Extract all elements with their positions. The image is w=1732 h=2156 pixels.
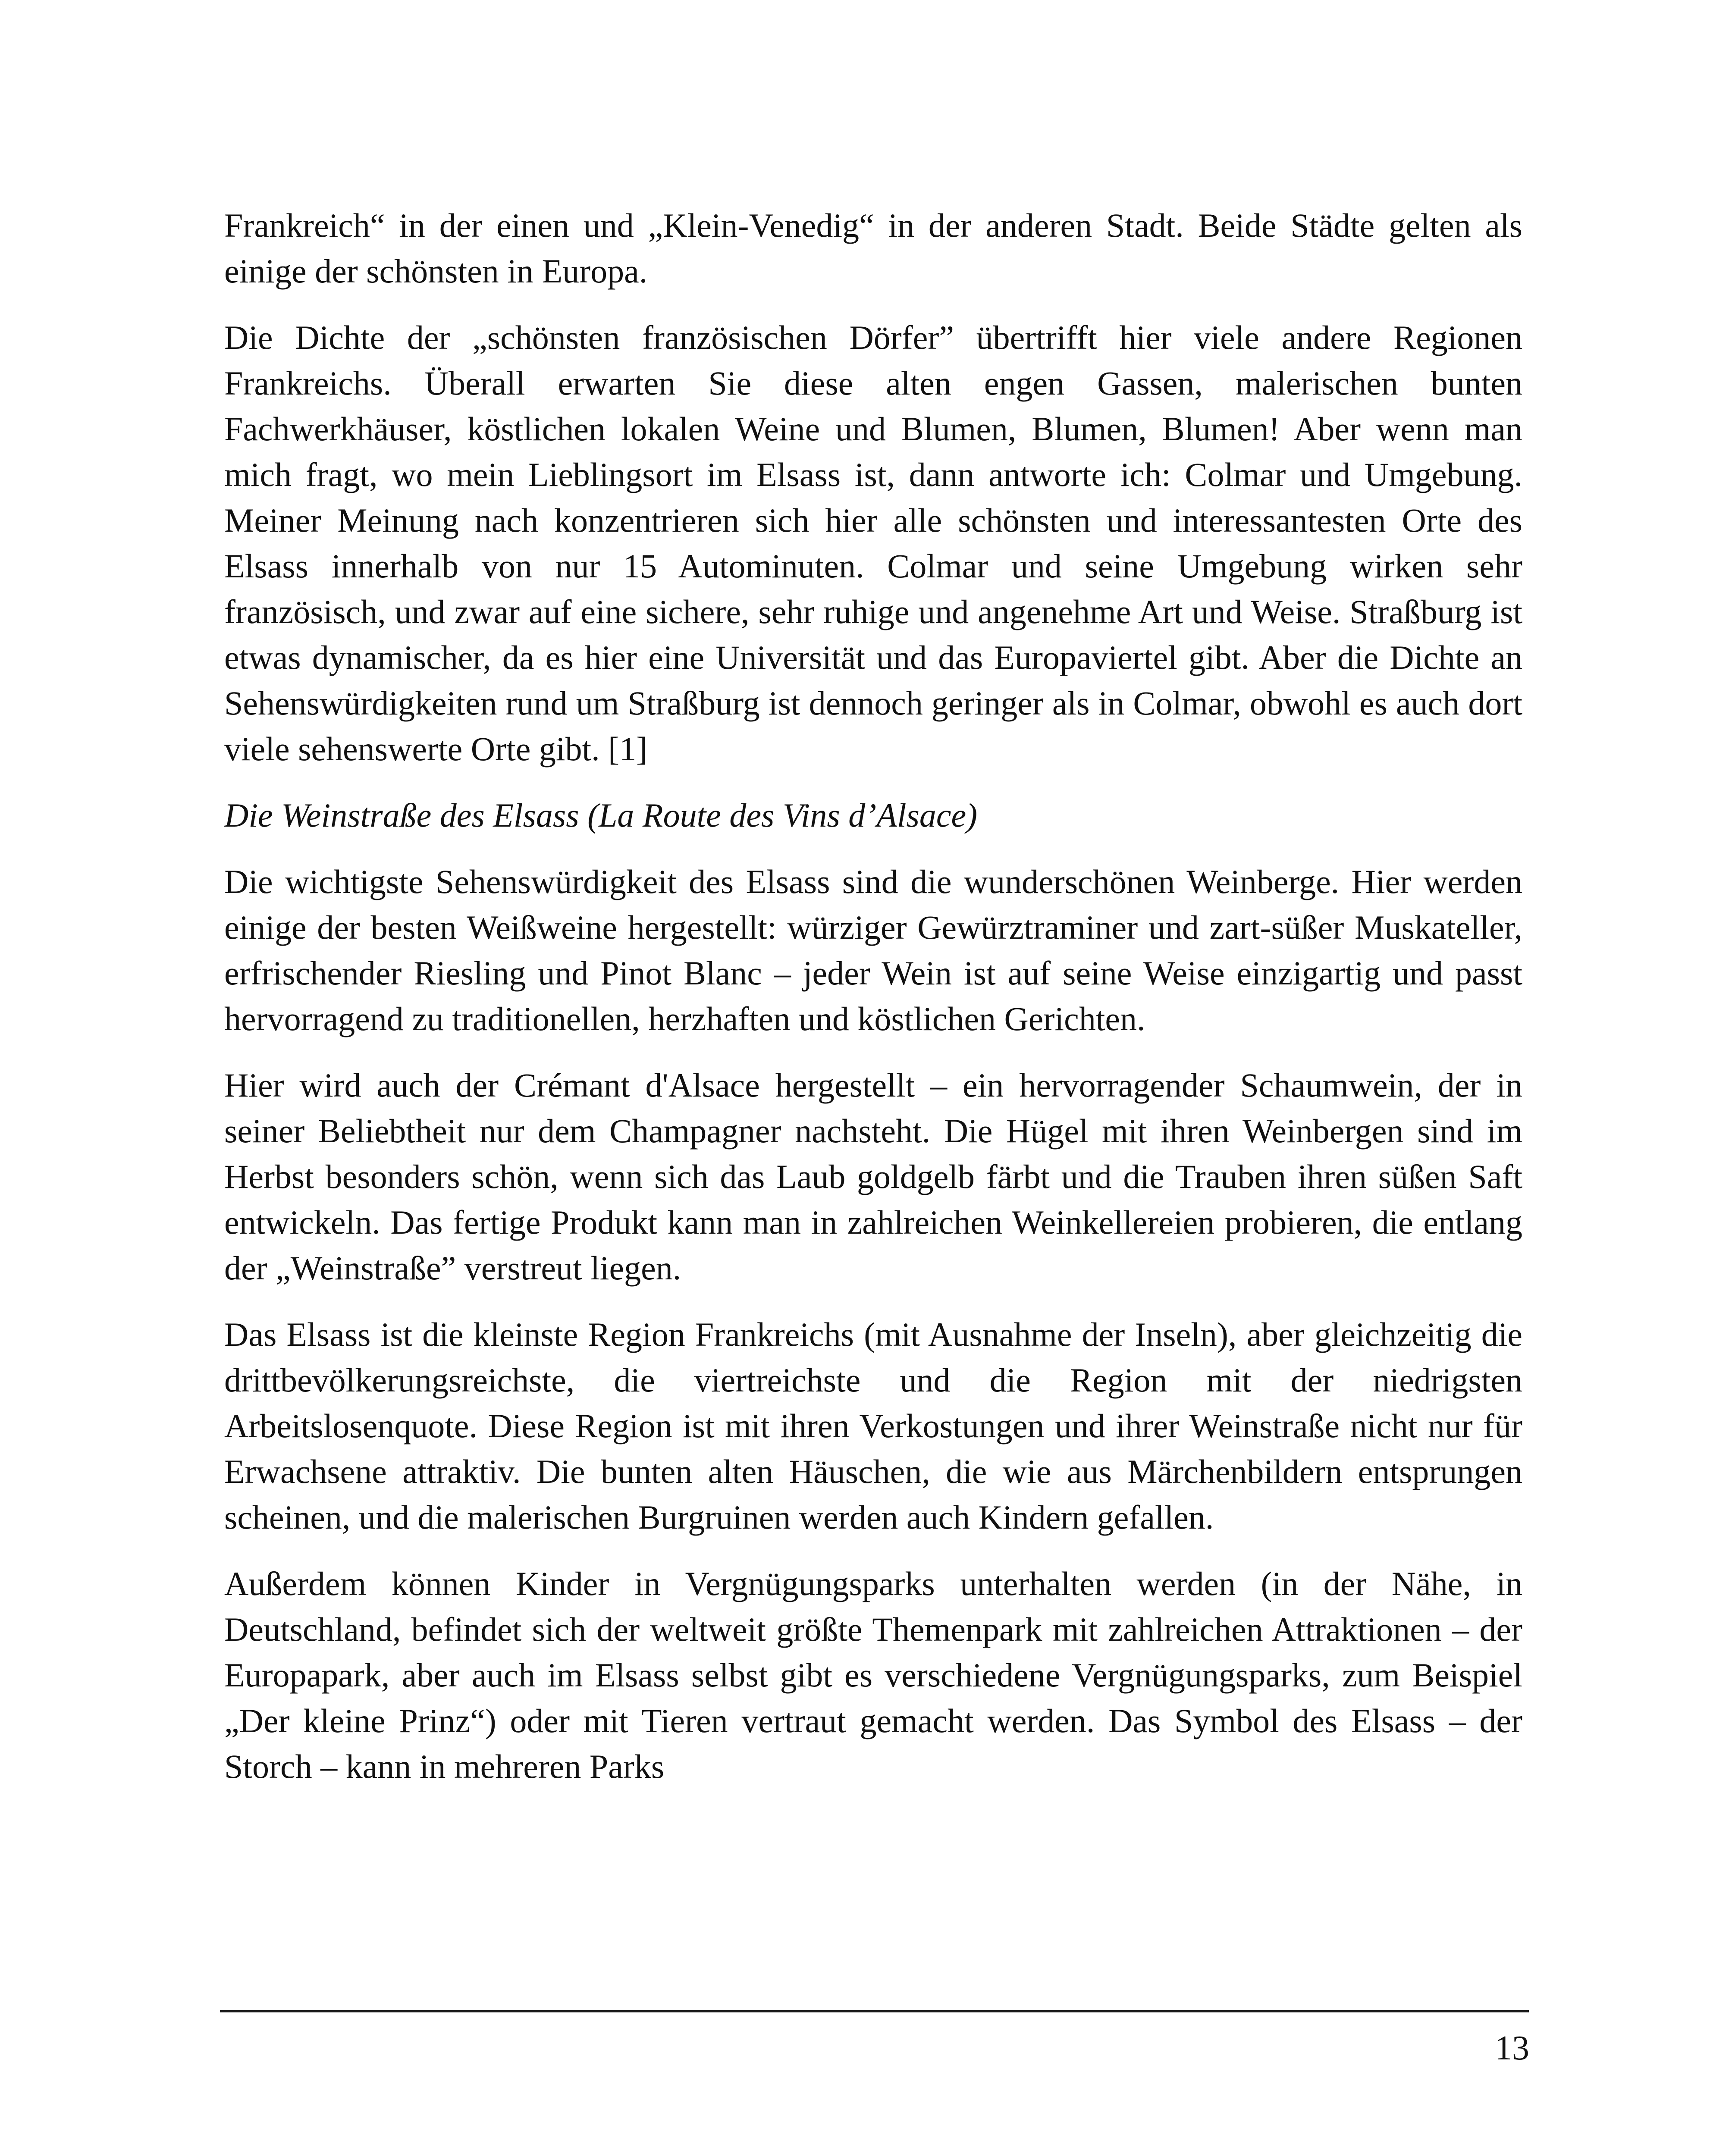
paragraph-smallest-region: Das Elsass ist die kleinste Region Frankreichs (mit Ausnahme der Inseln), aber gleichzeitig die drittbevölkerungsreichste, die viertreichste und die Region mit der niedrigsten Arbeitslosenquote. Diese Region ist mit ihren Verkostungen und ihrer Weinstraße nicht nur für Erwachsene attraktiv. Die bunten alten Häuschen, die wie aus Märchenbildern entsprungen scheinen, und die malerischen Burgruinen werden auch Kindern gefallen. [224,1316,1522,1536]
paragraph-vineyards: Die wichtigste Sehenswürdigkeit des Elsass sind die wunderschönen Weinberge. Hier werden einige der besten Weißweine hergestellt: würziger Gewürztraminer und zart-süßer Muskateller, erfrischender Riesling und Pinot Blanc – jeder Wein ist auf seine Weise einzigartig und passt hervorragend zu traditionellen, herzhaften und köstlichen Gerichten. [224,863,1522,1037]
paragraph-colmar-strasbourg-intro: Frankreich“ in der einen und „Klein-Venedig“ in der anderen Stadt. Beide Städte gelten als einige der schönsten in Europa. [224,207,1522,290]
section-heading-wine-route: Die Weinstraße des Elsass (La Route des Vins d’Alsace) [224,796,978,834]
paragraph-amusement-parks: Außerdem können Kinder in Vergnügungsparks unterhalten werden (in der Nähe, in Deutschland, befindet sich der weltweit größte Themenpark mit zahlreichen Attraktionen – der Europapark, aber auch im Elsass selbst gibt es verschiedene Vergnügungsparks, zum Beispiel „Der kleine Prinz“) oder mit Tieren vertraut gemacht werden. Das Symbol des Elsass – der Storch – kann in mehreren Parks [224,1565,1522,1785]
page-body [224,203,1522,1810]
paragraph-villages-colmar: Die Dichte der „schönsten französischen Dörfer” übertrifft hier viele andere Regionen Frankreichs. Überall erwarten Sie diese alten engen Gassen, malerischen bunten Fachwerkhäuser, köstlichen lokalen Weine und Blumen, Blumen, Blumen! Aber wenn man mich fragt, wo mein Lieblingsort im Elsass ist, dann antworte ich: Colmar und Umgebung. Meiner Meinung nach konzentrieren sich hier alle schönsten und interessantesten Orte des Elsass innerhalb von nur 15 Autominuten. Colmar und seine Umgebung wirken sehr französisch, und zwar auf eine sichere, sehr ruhige und angenehme Art und Weise. Straßburg ist etwas dynamischer, da es hier eine Universität und das Europaviertel gibt. Aber die Dichte an Sehenswürdigkeiten rund um Straßburg ist dennoch geringer als in Colmar, obwohl es auch dort viele sehenswerte Orte gibt. [1] [224,319,1522,768]
footer-divider [220,2010,1529,2012]
page-number: 13 [1495,2029,1529,2067]
paragraph-cremant: Hier wird auch der Crémant d'Alsace hergestellt – ein hervorragender Schaumwein, der in seiner Beliebtheit nur dem Champagner nachsteht. Die Hügel mit ihren Weinbergen sind im Herbst besonders schön, wenn sich das Laub goldgelb färbt und die Trauben ihren süßen Saft entwickeln. Das fertige Produkt kann man in zahlreichen Weinkellereien probieren, die entlang der „Weinstraße” verstreut liegen. [224,1066,1522,1287]
